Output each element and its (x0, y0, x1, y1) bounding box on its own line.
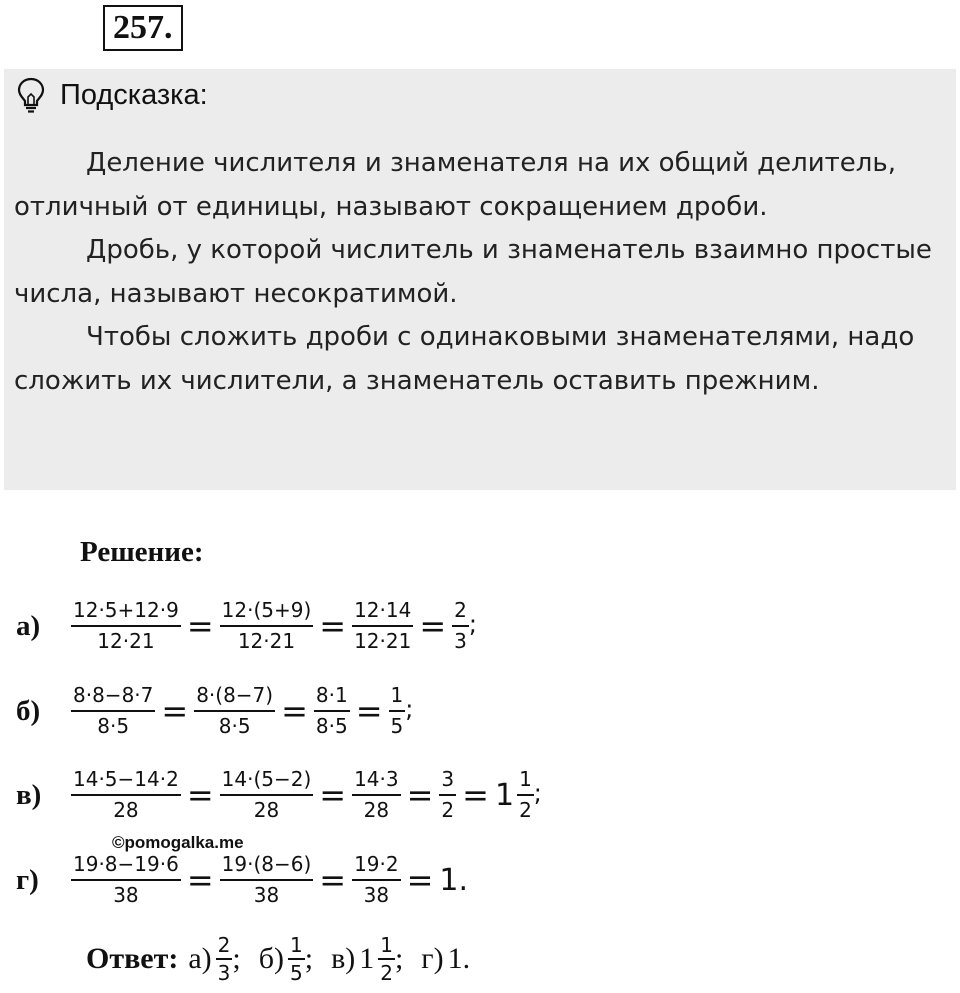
fraction: $\frac{19\cdot(8-6)}{38}$ (221, 852, 312, 907)
fraction: $\frac{8\cdot 1}{8\cdot 5}$ (315, 683, 348, 738)
answer-g: г) 1. (421, 942, 471, 975)
separator: ; (405, 695, 414, 723)
task-number: 257. (103, 5, 183, 51)
separator: ; (533, 779, 542, 807)
fraction: $\frac{14\cdot(5-2)}{28}$ (221, 767, 312, 822)
fraction: $\frac{19\cdot 8-19\cdot 6}{38}$ (73, 852, 179, 907)
lightbulb-icon (16, 77, 46, 113)
mixed-whole: 1 (494, 777, 515, 813)
fraction: $\frac{14\cdot 5-14\cdot 2}{28}$ (73, 767, 179, 822)
fraction: $\frac{19\cdot 2}{38}$ (354, 852, 399, 907)
answer-v: в) 1 $\frac{1}{2}$ ; (331, 933, 404, 985)
fraction: $\frac{12\cdot(5+9)}{12\cdot 21}$ (221, 598, 312, 653)
solution-row-g (16, 852, 468, 908)
solution-title: Решение: (80, 536, 204, 568)
answer-b: б) $\frac{1}{5}$ ; (258, 933, 314, 985)
fraction: $\frac{12\cdot 5+12\cdot 9}{12\cdot 21}$ (73, 598, 179, 653)
equals-sign: = (186, 607, 214, 645)
watermark: ©pomogalka.me (112, 833, 244, 852)
equals-sign: = (186, 861, 214, 899)
hint-paragraph-1: Деление числителя и знаменателя на их общий делитель, отличный от единицы, называют сокращением дроби. (14, 148, 897, 222)
equals-sign: = (419, 607, 447, 645)
row-label: г) (16, 863, 39, 896)
equals-sign: = (161, 692, 189, 730)
fraction: $\frac{14\cdot 3}{28}$ (354, 767, 399, 822)
separator: ; (468, 610, 477, 638)
hint-paragraph-3: Чтобы сложить дроби с одинаковыми знаменателями, надо сложить их числители, а знаменатель оставить прежним. (14, 322, 915, 396)
hint-paragraph-2: Дробь, у которой числитель и знаменатель взаимно простые числа, называют несократимой. (14, 235, 932, 309)
solution-row-v (16, 767, 542, 823)
row-label: а) (16, 609, 41, 642)
hint-text (14, 142, 934, 403)
row-label: в) (16, 778, 42, 811)
equals-sign: = (406, 861, 434, 899)
fraction: $\frac{8\cdot 8-8\cdot 7}{8\cdot 5}$ (73, 683, 154, 738)
hint-header (16, 77, 208, 113)
equals-sign: = (281, 692, 308, 730)
fraction: $\frac{3}{2}$ (441, 767, 455, 822)
equals-sign: = (319, 861, 347, 899)
equals-sign: = (406, 776, 434, 814)
hint-title: Подсказка: (60, 78, 208, 111)
answer-a: а) $\frac{2}{3}$ ; (188, 933, 241, 985)
equals-sign: = (355, 692, 383, 730)
row-label: б) (16, 694, 41, 727)
fraction-result: $\frac{1}{5}$ (390, 683, 404, 738)
solution-row-a (16, 598, 477, 654)
equals-sign: = (186, 776, 214, 814)
equals-sign: = (319, 776, 347, 814)
answer-line (86, 934, 488, 984)
fraction: $\frac{12\cdot 14}{12\cdot 21}$ (354, 598, 412, 653)
equals-sign: = (319, 607, 347, 645)
fraction: $\frac{8\cdot(8-7)}{8\cdot 5}$ (196, 683, 274, 738)
fraction-result: $\frac{1}{2}$ (519, 767, 532, 822)
answer-label: Ответ: (86, 942, 179, 975)
fraction-result: $\frac{2}{3}$ (454, 598, 467, 653)
result-value: 1. (439, 862, 469, 898)
solution-row-b (16, 683, 413, 739)
equals-sign: = (462, 776, 489, 814)
